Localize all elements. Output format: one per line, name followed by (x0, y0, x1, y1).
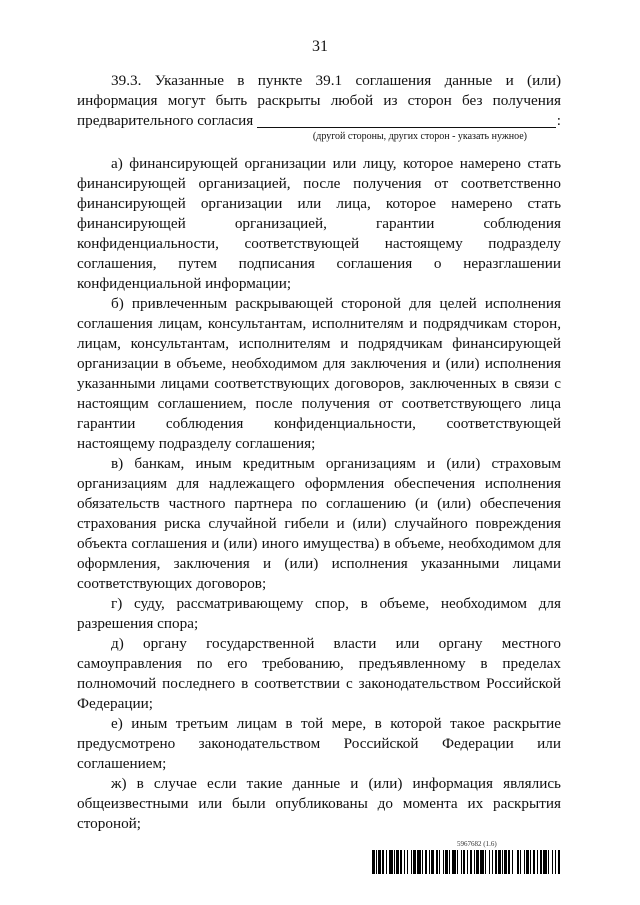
fill-in-hint: (другой стороны, других сторон - указать нужное) (312, 131, 527, 142)
barcode-gap (560, 850, 561, 874)
document-body (77, 71, 561, 834)
fill-in-blank (257, 112, 556, 128)
consent-line (77, 111, 561, 131)
list-item-a: а) финансирующей организации или лицу, которое намерено стать финансирующей организацией, после получения от соответственно финансирующей организации или лица, которое намерено стать финансирующей организацией, гарантии соблюдения конфиденциальности, соответствующей настоящему подразделу соглашения, путем подписания соглашения о неразглашении конфиденциальной информации; (77, 155, 561, 292)
barcode (372, 850, 562, 874)
consent-text: предварительного согласия (77, 112, 254, 129)
list-item-g: г) суду, рассматривающему спор, в объеме, необходимом для разрешения спора; (77, 595, 561, 632)
list-item-d: д) органу государственной власти или органу местного самоуправления по его требованию, предъявленному в пределах полномочий последнего в соответствии с законодательством Российской Федерации; (77, 635, 561, 712)
page-number: 31 (312, 38, 328, 55)
clause-39-3: 39.3. Указанные в пункте 39.1 соглашения данные и (или) информация могут быть раскрыты любой из сторон без получения (77, 72, 561, 109)
document-code: 5967682 (1.6) (457, 840, 497, 848)
consent-colon: : (556, 112, 561, 129)
list-item-zh: ж) в случае если такие данные и (или) информация являлись общеизвестными или были опубликованы до момента их раскрытия стороной; (77, 775, 561, 832)
list-item-v: в) банкам, иным кредитным организациям и (или) страховым организациям для надлежащего оформления обеспечения исполнения обязательств частного партнера по соглашению (и (или) обеспечения страхования риска случайной гибели и (или) случайного повреждения объекта соглашения и (или) иного имущества) в объеме, необходимом для оформления, заключения и (или) исполнения указанными лицами соответствующих договоров; (77, 455, 561, 592)
list-item-b: б) привлеченным раскрывающей стороной для целей исполнения соглашения лицам, консультантам, исполнителям и подрядчикам сторон, лицам, консультантам, исполнителям и подрядчикам финансирующей организации в объеме, необходимом для заключения и (или) исполнения указанными лицами соответствующих договоров, заключенных в связи с настоящим соглашением, после получения от соответствующего лица гарантии соблюдения конфиденциальности, соответствующей настоящему подразделу соглашения; (77, 295, 561, 452)
list-item-e: е) иным третьим лицам в той мере, в которой такое раскрытие предусмотрено законодательством Российской Федерации или соглашением; (77, 715, 561, 772)
